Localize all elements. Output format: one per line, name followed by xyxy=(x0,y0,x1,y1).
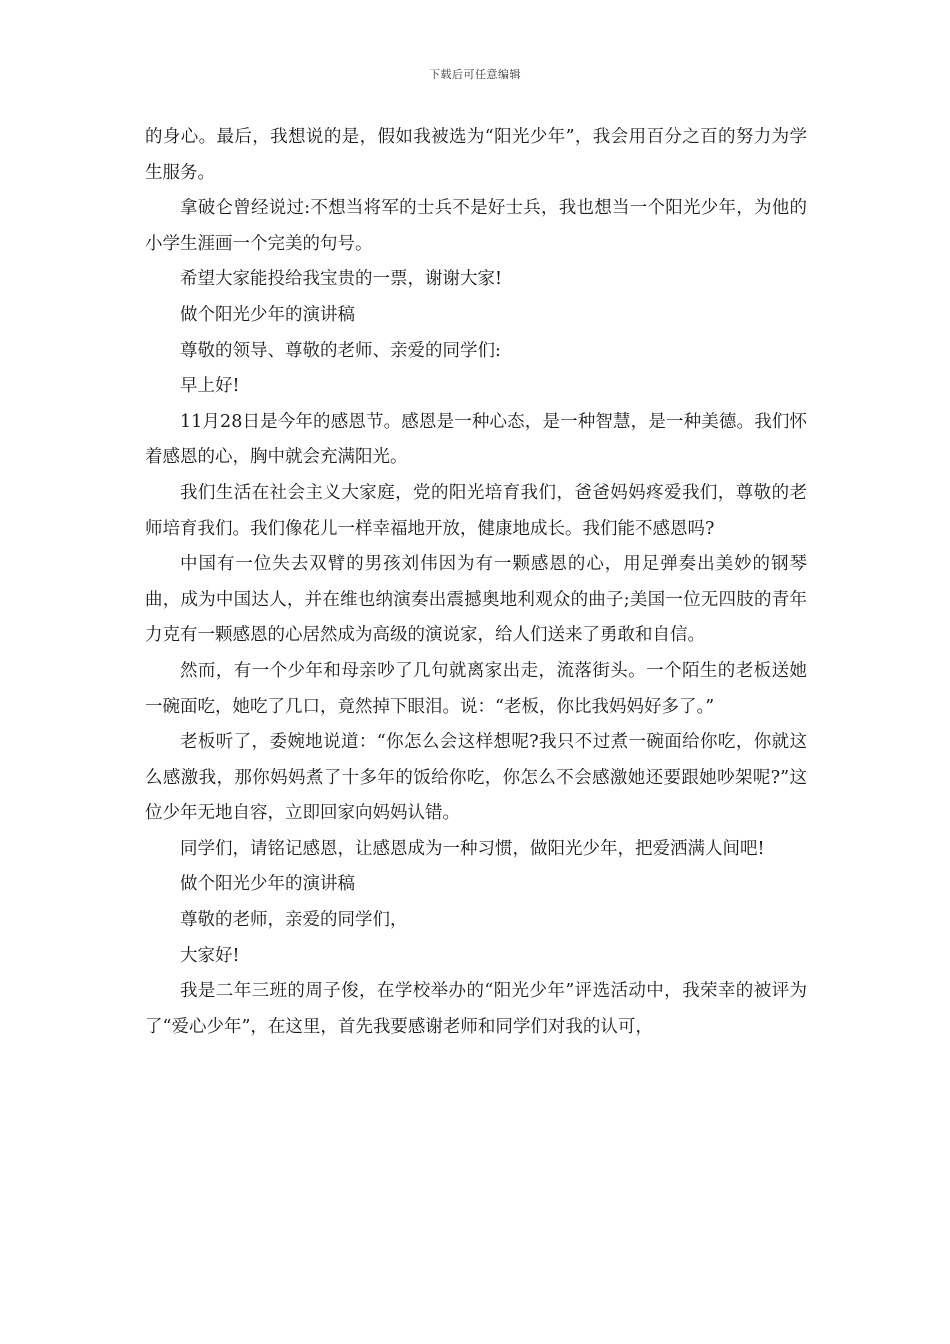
paragraph: 中国有一位失去双臂的男孩刘伟因为有一颗感恩的心，用足弹奏出美妙的钢琴曲，成为中国达人，并在维也纳演奏出震撼奥地利观众的曲子;美国一位无四肢的青年力克有一颗感恩的心居然成为高级的演说家，给人们送来了勇敢和自信。 xyxy=(145,554,807,646)
paragraph: 我们生活在社会主义大家庭，党的阳光培育我们，爸爸妈妈疼爱我们，尊敬的老师培育我们。我们像花儿一样幸福地开放，健康地成长。我们能不感恩吗? xyxy=(145,482,807,539)
paragraph: 然而，有一个少年和母亲吵了几句就离家出走，流落街头。一个陌生的老板送她一碗面吃，她吃了几口，竟然掉下眼泪。说：“老板，你比我妈妈好多了。” xyxy=(145,660,807,717)
salutation: 尊敬的老师，亲爱的同学们， xyxy=(180,910,408,931)
paragraph: 老板听了，委婉地说道：“你怎么会这样想呢?我只不过煮一碗面给你吃，你就这么感激我，那你妈妈煮了十多年的饭给你吃，你怎么不会感激她还要跟她吵架呢?”这位少年无地自容，立即回家向妈妈认错。 xyxy=(145,732,807,824)
paragraph: 的身心。最后，我想说的是，假如我被选为“阳光少年”，我会用百分之百的努力为学生服务。 xyxy=(145,127,807,183)
document-body xyxy=(145,120,807,1045)
paragraph: 同学们，请铭记感恩，让感恩成为一种习惯，做阳光少年，把爱洒满人间吧! xyxy=(180,838,765,859)
paragraph: 拿破仑曾经说过:不想当将军的士兵不是好士兵，我也想当一个阳光少年，为他的小学生涯画一个完美的句号。 xyxy=(145,198,807,254)
paragraph: 11月28日是今年的感恩节。感恩是一种心态，是一种智慧，是一种美德。我们怀着感恩的心，胸中就会充满阳光。 xyxy=(145,411,807,468)
greeting: 早上好! xyxy=(180,376,240,397)
greeting: 大家好! xyxy=(180,945,240,966)
section-title: 做个阳光少年的演讲稿 xyxy=(180,304,355,325)
paragraph: 希望大家能投给我宝贵的一票，谢谢大家! xyxy=(180,269,503,290)
paragraph: 我是二年三班的周子俊，在学校举办的“阳光少年”评选活动中，我荣幸的被评为了“爱心少年”，在这里，首先我要感谢老师和同学们对我的认可， xyxy=(145,981,807,1037)
section-title: 做个阳光少年的演讲稿 xyxy=(180,874,355,895)
page-header: 下载后可任意编辑 xyxy=(429,68,521,81)
salutation: 尊敬的领导、尊敬的老师、亲爱的同学们: xyxy=(180,340,501,361)
